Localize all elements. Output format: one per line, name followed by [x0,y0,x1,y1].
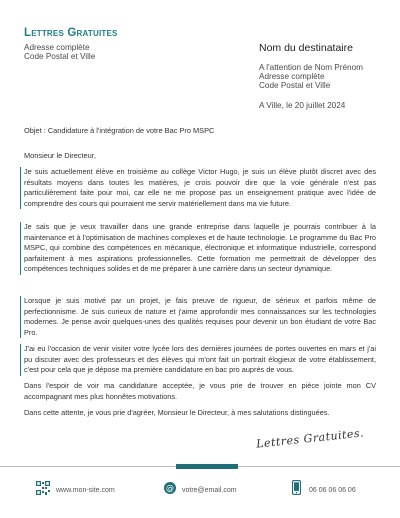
handwritten-signature: Lettres Gratuites. [255,426,365,451]
phone-text: 06 06 06 06 06 [309,486,356,494]
sender-name: Lettres Gratuites [24,27,118,39]
paragraph-visit: J'ai eu l'occasion de venir visiter votre lycée lors des dernières journées de portes ouvertes en mars et j'ai pu discuter avec des professeurs et des élèves qui m'ont fait un portrait élogieux de votre établissement, c'est pour cela que je dépose ma première candidature en bac pro auprès de vous. [20,344,376,376]
email-text: votre@email.com [182,486,237,494]
mobile-phone-icon [292,480,301,500]
footer-phone[interactable] [292,481,356,499]
footer-accent-bar [176,464,238,469]
letter-salutation: Monsieur le Directeur, [24,151,96,160]
recipient-address: Adresse complète [259,72,325,81]
paragraph-closing: Dans cette attente, je vous prie d'agréer, Monsieur le Directeur, à mes salutations distinguées. [24,408,330,417]
sender-postal: Code Postal et Ville [24,52,96,61]
website-text: www.mon-site.com [56,486,115,494]
footer-website[interactable] [36,481,115,499]
at-sign-icon [164,481,176,499]
recipient-name: Nom du destinataire [259,42,353,54]
qr-code-icon [36,481,50,500]
recipient-postal: Code Postal et Ville [259,81,331,90]
sender-address: Adresse complète [24,43,90,52]
paragraph-qualities: Lorsque je suis motivé par un projet, je fais preuve de rigueur, de sérieux et parfois même de perfectionnisme. Je suis curieux de nature et j'aime approfondir mes connaissances sur les technologies modernes. Je pense avoir quelques-unes des qualités requises pour devenir un bon étudiant de votre Bac Pro. [20,296,376,338]
recipient-attention: A l'attention de Nom Prénom [259,63,363,72]
letter-object: Objet : Candidature à l'intégration de votre Bac Pro MSPC [24,126,215,135]
svg-text:@: @ [166,483,174,493]
paragraph-project: Je sais que je veux travailler dans une grande entreprise dans laquelle je pourrais contribuer à la maintenance et à l'optimisation de machines complexes et de haute technologie. Le programme du Bac Pro MSPC, qui combine des compétences en mécanique, électronique et informatique industrielle, correspond parfaitement à mes aspirations professionnelles. Cette formation me permettrait de développer des compétences techniques solides et de me préparer à une carrière dans un secteur dynamique. [20,222,376,275]
paragraph-hope: Dans l'espoir de voir ma candidature acceptée, je vous prie de trouver en pièce jointe mon CV accompagnant mes plus honnêtes motivations. [24,381,376,401]
footer-email[interactable] [164,481,237,499]
letter-date: A Ville, le 20 juillet 2024 [259,101,346,110]
paragraph-intro: Je suis actuellement élève en troisième au collège Victor Hugo, je suis un élève plutôt discret avec des résultats moyens dans toutes les matières, je crois pouvoir dire que la voie générale n'est pas particulièrement faite pour moi, car elle ne me propose pas un enseignement pratique avec l'idée de comprendre des cours qui pourraient me servir matériellement dans ma vie future. [20,167,376,209]
